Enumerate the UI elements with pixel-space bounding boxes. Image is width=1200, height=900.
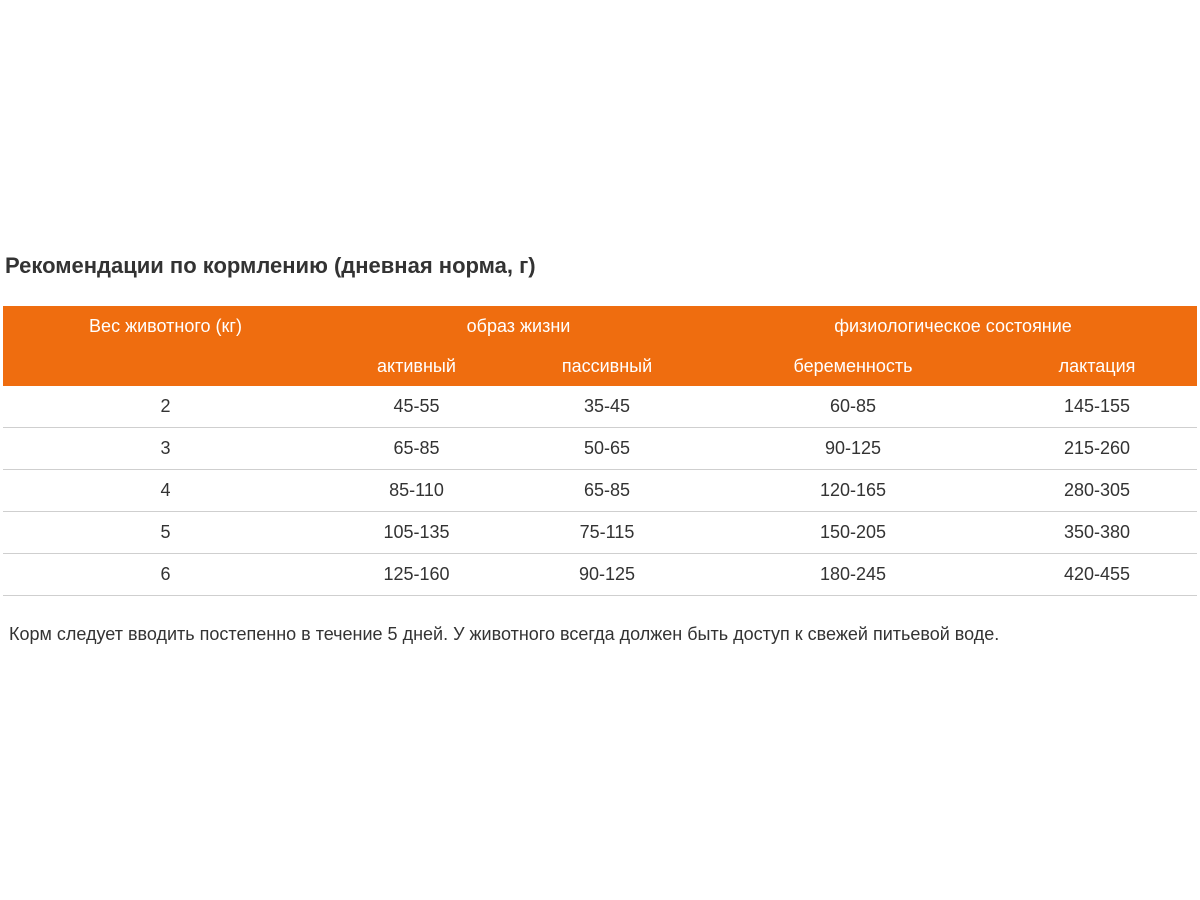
cell-weight: 2 — [3, 386, 328, 428]
cell-lactation: 350-380 — [997, 512, 1197, 554]
cell-lactation: 145-155 — [997, 386, 1197, 428]
cell-passive: 90-125 — [505, 554, 709, 596]
cell-passive: 35-45 — [505, 386, 709, 428]
header-lifestyle: образ жизни — [328, 306, 709, 346]
table-row — [3, 428, 1197, 470]
cell-passive: 75-115 — [505, 512, 709, 554]
header-physiological: физиологическое состояние — [709, 306, 1197, 346]
feeding-note: Корм следует вводить постепенно в течение 5 дней. У животного всегда должен быть доступ к свежей питьевой воде. — [9, 624, 1000, 644]
cell-lactation: 215-260 — [997, 428, 1197, 470]
table-row — [3, 554, 1197, 596]
header-pregnancy: беременность — [709, 346, 997, 386]
cell-pregnancy: 150-205 — [709, 512, 997, 554]
header-active: активный — [328, 346, 505, 386]
table-body — [3, 386, 1197, 596]
table-row — [3, 386, 1197, 428]
cell-lactation: 420-455 — [997, 554, 1197, 596]
cell-lactation: 280-305 — [997, 470, 1197, 512]
page-title: Рекомендации по кормлению (дневная норма, г) — [5, 253, 536, 278]
header-lactation: лактация — [997, 346, 1197, 386]
cell-active: 125-160 — [328, 554, 505, 596]
cell-pregnancy: 60-85 — [709, 386, 997, 428]
header-weight: Вес животного (кг) — [3, 306, 328, 386]
cell-active: 85-110 — [328, 470, 505, 512]
cell-weight: 4 — [3, 470, 328, 512]
cell-pregnancy: 120-165 — [709, 470, 997, 512]
feeding-table — [3, 306, 1197, 596]
table-row — [3, 512, 1197, 554]
cell-weight: 3 — [3, 428, 328, 470]
table-row — [3, 470, 1197, 512]
cell-weight: 6 — [3, 554, 328, 596]
cell-active: 45-55 — [328, 386, 505, 428]
cell-passive: 65-85 — [505, 470, 709, 512]
cell-pregnancy: 90-125 — [709, 428, 997, 470]
table-header — [3, 306, 1197, 386]
header-row-main — [3, 306, 1197, 346]
header-passive: пассивный — [505, 346, 709, 386]
cell-active: 65-85 — [328, 428, 505, 470]
cell-pregnancy: 180-245 — [709, 554, 997, 596]
cell-passive: 50-65 — [505, 428, 709, 470]
cell-weight: 5 — [3, 512, 328, 554]
cell-active: 105-135 — [328, 512, 505, 554]
